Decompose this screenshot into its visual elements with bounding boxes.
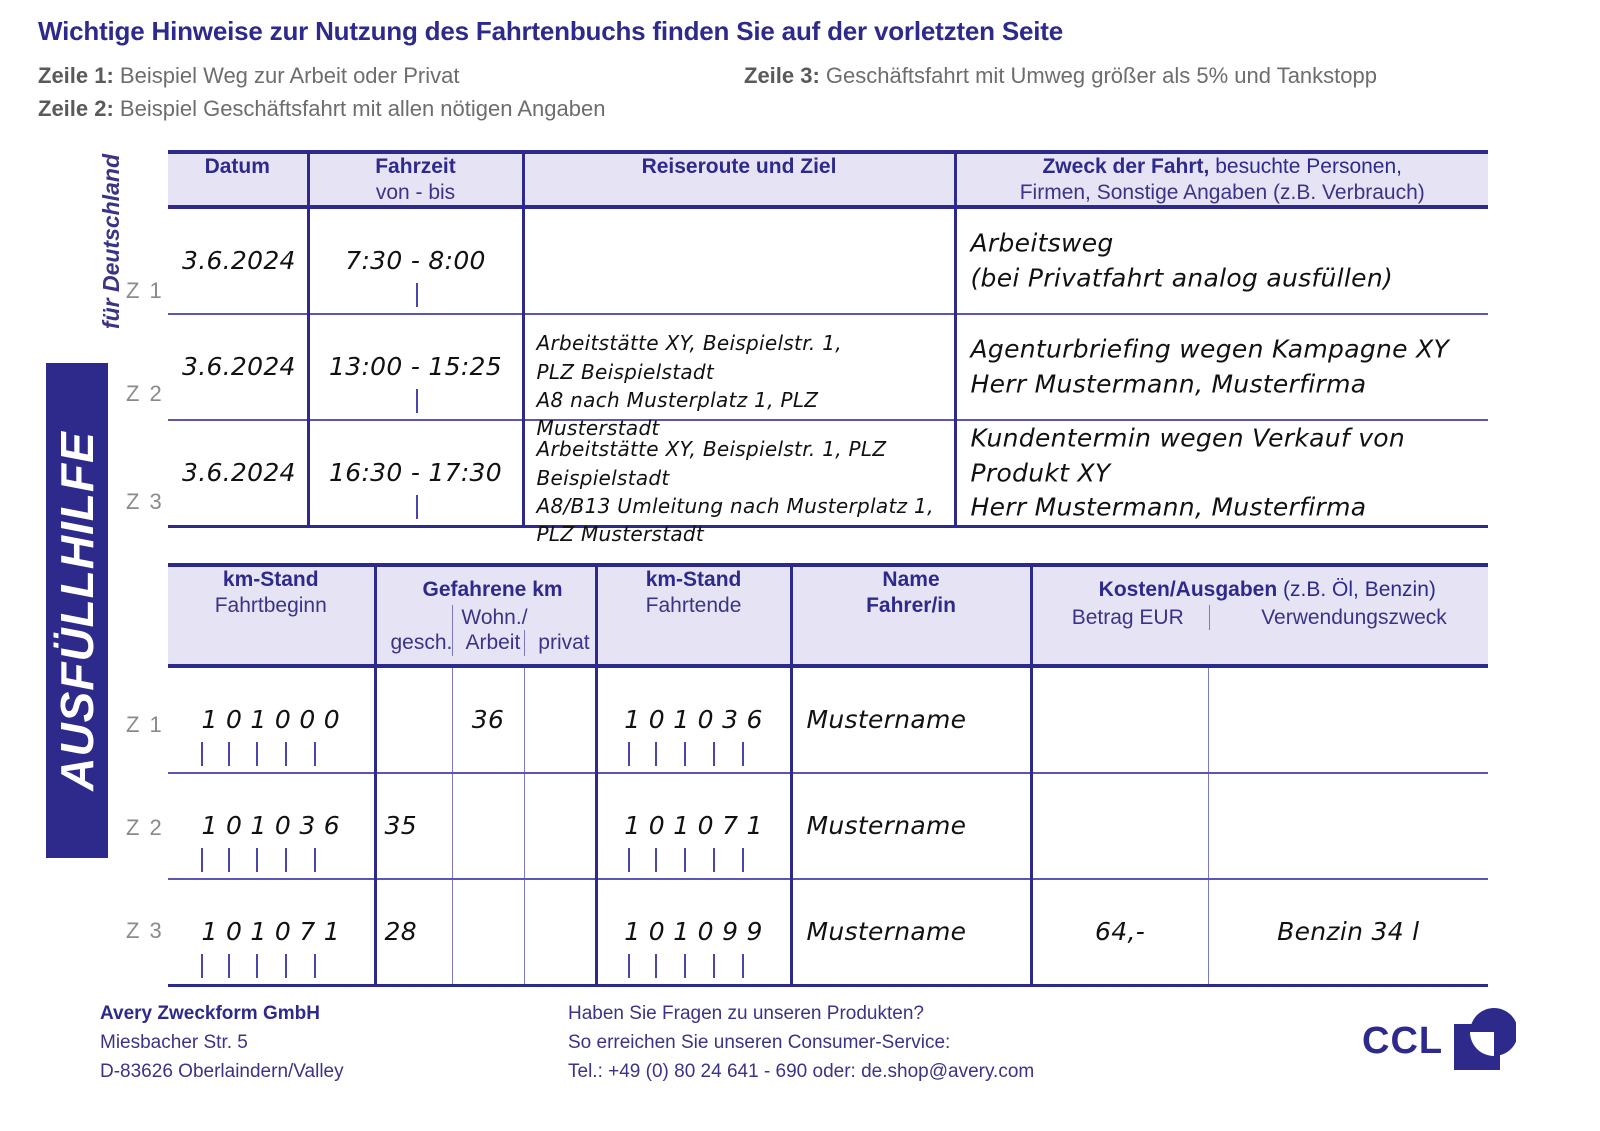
note-line-2-label: Zeile 2: [38, 96, 114, 121]
tick-marks-km-end-z3 [598, 952, 790, 978]
value-km-end-z3: 1 0 1 0 9 9 [624, 916, 763, 946]
row-label-z3-mileage: Z 3 [126, 918, 164, 943]
table-row[interactable] [168, 420, 1488, 527]
cell-verwendungszweck-z1[interactable] [1208, 666, 1488, 773]
header-wohnarbeit-label [452, 605, 528, 656]
cell-zweck-z1[interactable] [955, 207, 1488, 314]
row-label-z2-trips: Z 2 [126, 381, 164, 406]
header-km-begin [168, 565, 375, 666]
value-wohnarbeit-z1: 36 [471, 704, 505, 734]
header-betrag-label: Betrag EUR [1071, 605, 1184, 629]
header-datum [168, 152, 308, 207]
value-fahrzeit-z3: 16:30 - 17:30 [329, 457, 502, 487]
table2-header-row [168, 565, 1488, 666]
footer-city: D-83626 Oberlaindern/Valley [100, 1060, 344, 1082]
tick-marks-km-begin-z2 [168, 846, 374, 872]
cell-name-z1[interactable] [791, 666, 1031, 773]
header-verwendungszweck-label: Verwendungszweck [1209, 605, 1488, 631]
cell-zweck-z2[interactable] [955, 314, 1488, 420]
cell-km-end-z1[interactable] [596, 666, 791, 773]
cell-km-end-z3[interactable] [596, 879, 791, 986]
cell-verwendungszweck-z2[interactable] [1208, 773, 1488, 879]
header-name-label: Name [882, 568, 940, 591]
row-label-z2-mileage: Z 2 [126, 815, 164, 840]
header-kosten [1031, 565, 1488, 666]
value-km-begin-z3: 1 0 1 0 7 1 [201, 916, 340, 946]
page-title: Wichtige Hinweise zur Nutzung des Fahrtenbuchs finden Sie auf der vorletzten Seite [38, 16, 1063, 46]
tick-marks-fahrzeit-z2 [310, 387, 522, 413]
footer-street: Miesbacher Str. 5 [100, 1031, 248, 1053]
cell-wohnarbeit-z3[interactable] [452, 879, 524, 986]
cell-datum-z3[interactable] [168, 420, 308, 527]
ccl-logo [1362, 1008, 1522, 1070]
cell-betrag-z3[interactable] [1031, 879, 1208, 986]
header-datum-label: Datum [204, 155, 270, 178]
note-line-2-text: Beispiel Geschäftsfahrt mit allen nötigen Angaben [113, 96, 606, 121]
header-reiseroute-label: Reiseroute und Ziel [641, 155, 837, 178]
cell-datum-z2[interactable] [168, 314, 308, 420]
footer-question-line: Haben Sie Fragen zu unseren Produkten? [568, 1003, 924, 1024]
header-zweck-bold: Zweck der Fahrt, [1042, 155, 1210, 178]
value-zweck-z1: Arbeitsweg (bei Privatfahrt analog ausfüllen) [970, 228, 1394, 293]
cell-route-z1[interactable] [523, 207, 955, 314]
header-fahrzeit-sublabel: von - bis [375, 180, 456, 204]
table1-header-row [168, 152, 1488, 207]
tick-marks-km-begin-z3 [168, 952, 374, 978]
value-km-begin-z1: 1 0 1 0 0 0 [201, 704, 340, 734]
cell-privat-z1[interactable] [524, 666, 596, 773]
cell-name-z2[interactable] [791, 773, 1031, 879]
note-line-1-text: Beispiel Weg zur Arbeit oder Privat [113, 63, 460, 88]
ccl-logo-text: CCL [1362, 1020, 1444, 1062]
value-route-z3: Arbeitstätte XY, Beispielstr. 1, PLZ Beispielstadt A8/B13 Umleitung nach Musterplatz 1, PLZ Musterstadt [536, 437, 934, 547]
table-row[interactable] [168, 773, 1488, 879]
tick-marks-fahrzeit-z1 [310, 281, 522, 307]
cell-zweck-z3[interactable] [955, 420, 1488, 527]
header-gesch-label: gesch. [390, 631, 453, 655]
side-country-label: für Deutschland [98, 154, 124, 330]
value-betrag-z3: 64,- [1095, 916, 1146, 946]
table-row[interactable] [168, 207, 1488, 314]
header-km-end-sublabel: Fahrtende [645, 593, 742, 617]
cell-privat-z3[interactable] [524, 879, 596, 986]
header-name [791, 565, 1031, 666]
value-km-end-z1: 1 0 1 0 3 6 [624, 704, 763, 734]
value-fahrzeit-z1: 7:30 - 8:00 [345, 245, 486, 275]
value-name-z1: Mustername [806, 704, 967, 734]
header-privat-label: privat [524, 630, 594, 656]
cell-name-z3[interactable] [791, 879, 1031, 986]
cell-gesch-z2[interactable] [375, 773, 452, 879]
footer-service-line: So erreichen Sie unseren Consumer-Service: [568, 1031, 951, 1053]
note-line-3-label: Zeile 3: [744, 63, 820, 88]
header-km-end [596, 565, 791, 666]
table-row[interactable] [168, 879, 1488, 986]
cell-fahrzeit-z3[interactable] [308, 420, 523, 527]
value-datum-z1: 3.6.2024 [182, 245, 296, 275]
value-datum-z3: 3.6.2024 [182, 457, 296, 487]
cell-km-begin-z1[interactable] [168, 666, 375, 773]
cell-route-z3[interactable] [523, 420, 955, 547]
row-label-z1-trips: Z 1 [126, 278, 164, 303]
tick-marks-km-begin-z1 [168, 740, 374, 766]
cell-betrag-z1[interactable] [1031, 666, 1208, 773]
ccl-logo-mark-icon [1454, 1008, 1516, 1070]
trip-details-table [168, 150, 1488, 547]
note-rows [38, 63, 1538, 127]
tick-marks-fahrzeit-z3 [310, 493, 522, 519]
value-zweck-z2: Agenturbriefing wegen Kampagne XY Herr Mustermann, Musterfirma [970, 334, 1450, 399]
cell-privat-z2[interactable] [524, 773, 596, 879]
header-zweck-line2: Firmen, Sonstige Angaben (z.B. Verbrauch) [1019, 180, 1425, 204]
header-zweck [955, 152, 1488, 207]
note-line-3 [744, 63, 1377, 89]
footer-contact-line: Tel.: +49 (0) 80 24 641 - 690 oder: de.shop@avery.com [568, 1060, 1035, 1082]
header-km-begin-sublabel: Fahrtbeginn [214, 593, 327, 617]
header-zweck-rest: besuchte Personen, [1209, 155, 1403, 178]
header-reiseroute [523, 152, 955, 207]
value-gesch-z3: 28 [384, 916, 417, 946]
tick-marks-km-end-z1 [598, 740, 790, 766]
cell-km-begin-z2[interactable] [168, 773, 375, 879]
value-name-z3: Mustername [806, 916, 967, 946]
cell-km-begin-z3[interactable] [168, 879, 375, 986]
header-wohnarbeit-line2: Arbeit [465, 631, 521, 655]
cell-gesch-z1[interactable] [375, 666, 452, 773]
cell-wohnarbeit-z2[interactable] [452, 773, 524, 879]
header-fahrzeit [308, 152, 523, 207]
header-gefahrene-km [375, 565, 596, 666]
cell-fahrzeit-z2[interactable] [308, 314, 523, 420]
cell-betrag-z2[interactable] [1031, 773, 1208, 879]
note-line-1 [38, 63, 459, 89]
header-wohnarbeit-line1: Wohn./ [461, 605, 528, 629]
mileage-table [168, 563, 1488, 987]
header-km-begin-label: km-Stand [222, 568, 319, 591]
top-notes [38, 16, 1538, 127]
note-line-3-text: Geschäftsfahrt mit Umweg größer als 5% und Tankstopp [819, 63, 1377, 88]
table-row[interactable] [168, 314, 1488, 420]
value-name-z2: Mustername [806, 810, 967, 840]
table-row[interactable] [168, 666, 1488, 773]
cell-wohnarbeit-z1[interactable] [452, 666, 524, 773]
row-label-z1-mileage: Z 1 [126, 712, 164, 737]
header-kosten-bold: Kosten/Ausgaben [1098, 578, 1278, 601]
row-label-z3-trips: Z 3 [126, 489, 164, 514]
header-gefahrene-km-label: Gefahrene km [422, 578, 563, 601]
value-km-begin-z2: 1 0 1 0 3 6 [201, 810, 340, 840]
value-km-end-z2: 1 0 1 0 7 1 [624, 810, 763, 840]
cell-fahrzeit-z1[interactable] [308, 207, 523, 314]
value-gesch-z2: 35 [384, 810, 417, 840]
value-verwendungszweck-z3: Benzin 34 l [1277, 916, 1420, 946]
value-route-z2: Arbeitstätte XY, Beispielstr. 1, PLZ Beispielstadt A8 nach Musterplatz 1, PLZ Musterstadt [536, 331, 842, 441]
value-datum-z2: 3.6.2024 [182, 351, 296, 381]
header-km-end-label: km-Stand [645, 568, 742, 591]
cell-km-end-z2[interactable] [596, 773, 791, 879]
cell-gesch-z3[interactable] [375, 879, 452, 986]
cell-verwendungszweck-z3[interactable] [1208, 879, 1488, 986]
header-kosten-label [1033, 577, 1489, 603]
note-line-1-label: Zeile 1: [38, 63, 114, 88]
value-fahrzeit-z2: 13:00 - 15:25 [329, 351, 502, 381]
cell-datum-z1[interactable] [168, 207, 308, 314]
note-line-2 [38, 96, 605, 122]
header-fahrzeit-label: Fahrzeit [375, 155, 456, 178]
ausfuellhilfe-label: AUSFÜLLHILFE [51, 430, 103, 791]
footer-service-block [568, 1000, 1034, 1087]
header-zweck-label [957, 154, 1489, 180]
footer-company-block [100, 1000, 344, 1087]
header-kosten-rest: (z.B. Öl, Benzin) [1277, 578, 1436, 601]
tick-marks-km-end-z2 [598, 846, 790, 872]
value-zweck-z3: Kundentermin wegen Verkauf von Produkt XY Herr Mustermann, Musterfirma [970, 423, 1406, 522]
cell-route-z2[interactable] [523, 314, 955, 441]
ausfuellhilfe-banner [46, 363, 108, 858]
footer-company-name: Avery Zweckform GmbH [100, 1003, 320, 1024]
header-name-sublabel: Fahrer/in [866, 593, 956, 617]
